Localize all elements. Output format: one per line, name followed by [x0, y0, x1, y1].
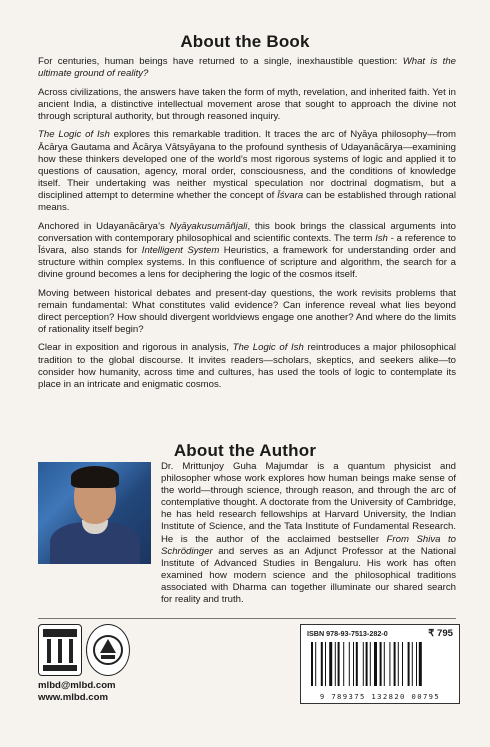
- book-title-inline: The Logic of Ish: [38, 129, 110, 141]
- book-title-inline: The Logic of Ish: [232, 342, 304, 354]
- price-label: ₹ 795: [428, 628, 453, 639]
- paragraph-5: Moving between historical debates and present-day questions, the work revisits problems that remain fundamental: What constitutes valid evidence? Can inference reveal what lies beyond direct perception? How should divergent worldviews engage one another? And where do the limits of rationality itself begin?: [38, 287, 456, 335]
- website-link[interactable]: www.mlbd.com: [38, 691, 109, 703]
- author-bio: Dr. Mrittunjoy Guha Majumdar is a quantum physicist and philosopher whose work explores how human beings make sense of the world—through science, through reason, and through the arc of contemplative thought. A doctorate from the University of Cambridge, he has held research fellowships at Harvard University, the Indian Institute of Science, and the Tata Institute of Fundamental Research. He is the author of the acclaimed bestseller From Shiva to Schrödinger and serves as an Adjunct Professor at the National Institute of Advanced Studies in Bengaluru. His work has often examined how modern science and the philosophical traditions associated with Dharma can together illuminate our shared search for reality and truth.: [161, 461, 456, 606]
- book-description: [38, 56, 456, 397]
- about-author-heading: About the Author: [173, 441, 317, 460]
- key-question: What is the ultimate ground of reality?: [38, 56, 456, 80]
- publisher-contact: [38, 680, 116, 703]
- paragraph-1: For centuries, human beings have returned to a single, inexhaustible question: What is the ultimate ground of reality?: [38, 56, 456, 80]
- footer-divider: [38, 618, 456, 619]
- author-photo: [38, 462, 151, 564]
- publisher-logo-icon: [38, 624, 82, 676]
- publisher-logos: [38, 624, 130, 676]
- seal-logo-icon: [86, 624, 130, 676]
- barcode-icon: [311, 642, 449, 686]
- barcode-digits: 9 789375 132820 00795: [319, 692, 441, 701]
- isbn-number: ISBN 978-93-7513-282-0: [307, 629, 388, 638]
- paragraph-6: Clear in exposition and rigorous in analysis, The Logic of Ish reintroduces a major philosophical tradition to the global discourse. It invites readers—scholars, skeptics, and seekers alike—to consider how humanity, across time and cultures, has used the tools of logic to contemplate its place in an intricate and enigmatic cosmos.: [38, 342, 456, 390]
- about-book-heading: About the Book: [180, 32, 310, 51]
- paragraph-4: Anchored in Udayanācārya’s Nyāyakusumāñjali, this book brings the classical arguments into conversation with contemporary philosophical and scientific contexts. The term Ish - a reference to Īśvara, also stands for Intelligent System Heuristics, a framework for understanding order and structure within complex systems. In this confluence of scripture and algorithm, the search for a divine ground becomes a lens for deciphering the logic of the cosmos itself.: [38, 220, 456, 280]
- paragraph-3: The Logic of Ish explores this remarkable tradition. It traces the arc of Nyāya philosophy—from Ācārya Gautama and Ācārya Vātsyāyana to the profound synthesis of Udayanācārya—examining how these thinkers developed one of the world’s most rigorous systems of logic and applied it to questions of causation, agency, moral order, consciousness, and the conditions of knowledge itself. Their undertaking was neither mystical speculation nor doctrinal dogmatism, but a disciplined attempt to determine whether the concept of Īśvara can be established through rational means.: [38, 129, 456, 214]
- isbn-barcode-panel: [300, 624, 460, 704]
- previous-book-title: From Shiva to Schrödinger: [161, 533, 456, 557]
- paragraph-2: Across civilizations, the answers have taken the form of myth, revelation, and inherited faith. Yet in ancient India, a distinctive intellectual movement arose that sought to approach the divine not through scriptural authority, but through reasoned inquiry.: [38, 86, 456, 122]
- email-link[interactable]: mlbd@mlbd.com: [38, 680, 116, 691]
